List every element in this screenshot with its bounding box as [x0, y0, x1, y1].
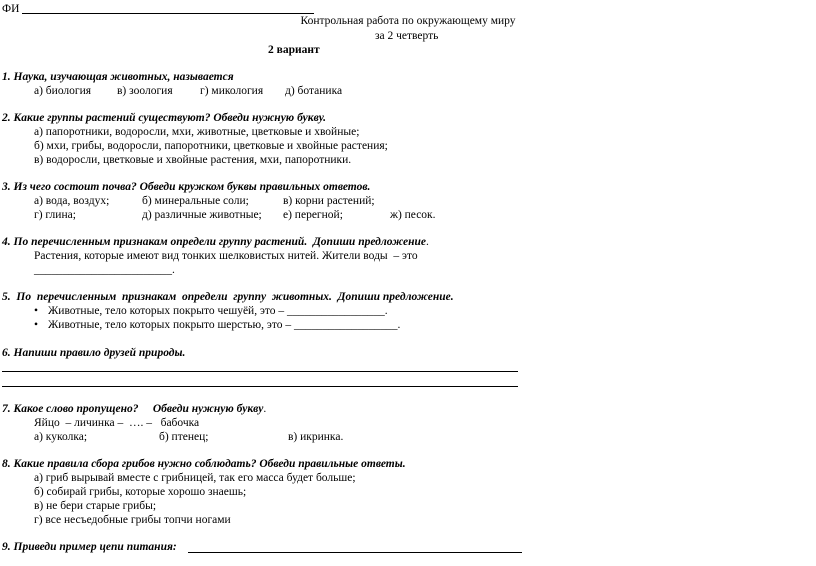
q8-option-g[interactable]: г) все несъедобные грибы топчи ногами	[34, 514, 231, 526]
q3-option-e[interactable]: е) перегной;	[283, 209, 343, 221]
bullet-icon: •	[34, 305, 39, 317]
q3-option-d[interactable]: д) различные животные;	[142, 209, 262, 221]
question-7-end: .	[263, 403, 267, 415]
q1-option-a[interactable]: а) биология	[34, 85, 92, 97]
q8-option-b[interactable]: б) собирай грибы, которые хорошо знаешь;	[34, 486, 247, 498]
page-title: Контрольная работа по окружающему миру	[300, 15, 516, 27]
term-label: за 2 четверть	[375, 30, 439, 42]
question-9: 9. Приведи пример цепи питания:	[2, 541, 177, 553]
question-5: 5. По перечисленным признакам определи группу животных. Допиши предложение.	[2, 291, 454, 303]
q2-option-v[interactable]: в) водоросли, цветковые и хвойные растения, мхи, папоротники.	[34, 154, 352, 166]
q6-answer-line-1[interactable]	[2, 371, 518, 372]
question-4	[2, 235, 429, 249]
q3-option-v[interactable]: в) корни растений;	[283, 195, 375, 207]
question-6: 6. Напиши правило друзей природы.	[2, 347, 186, 359]
question-3: 3. Из чего состоит почва? Обведи кружком буквы правильных ответов.	[2, 181, 371, 193]
q3-option-b[interactable]: б) минеральные соли;	[142, 195, 249, 207]
q1-option-v[interactable]: в) зоология	[117, 85, 173, 97]
q9-answer-line[interactable]	[188, 552, 522, 553]
q8-option-v[interactable]: в) не бери старые грибы;	[34, 500, 157, 512]
q3-option-a[interactable]: а) вода, воздух;	[34, 195, 110, 207]
q4-answer-blank[interactable]: ________________________.	[34, 264, 175, 276]
q4-sentence: Растения, которые имеют вид тонких шелковистых нитей. Жители воды – это	[34, 250, 418, 262]
q5-item-scales	[34, 304, 388, 318]
question-8: 8. Какие правила сбора грибов нужно соблюдать? Обведи правильные ответы.	[2, 458, 406, 470]
name-label: ФИ	[2, 3, 20, 15]
q2-option-a[interactable]: а) папоротники, водоросли, мхи, животные, цветковые и хвойные;	[34, 126, 360, 138]
q7-option-a[interactable]: а) куколка;	[34, 431, 88, 443]
q7-option-v[interactable]: в) икринка.	[288, 431, 344, 443]
q3-option-zh[interactable]: ж) песок.	[390, 209, 436, 221]
question-7-text: 7. Какое слово пропущено? Обведи нужную букву	[2, 403, 264, 415]
q5-item-fur	[34, 318, 400, 332]
q7-chain: Яйцо – личинка – …. – бабочка	[34, 417, 200, 429]
question-4-end: .	[426, 236, 429, 248]
q2-option-b[interactable]: б) мхи, грибы, водоросли, папоротники, цветковые и хвойные растения;	[34, 140, 388, 152]
q6-answer-line-2[interactable]	[2, 386, 518, 387]
q1-option-d[interactable]: д) ботаника	[285, 85, 343, 97]
question-4-text: 4. По перечисленным признакам определи группу растений. Допиши предложение	[2, 236, 427, 248]
q5-item-scales-text[interactable]: Животные, тело которых покрыто чешуёй, это – _________________.	[48, 305, 388, 317]
q3-option-g[interactable]: г) глина;	[34, 209, 76, 221]
q1-option-g[interactable]: г) микология	[200, 85, 264, 97]
q5-item-fur-text[interactable]: Животные, тело которых покрыто шерстью, это – __________________.	[48, 319, 401, 331]
question-1: 1. Наука, изучающая животных, называется	[2, 71, 234, 83]
q8-option-a[interactable]: а) гриб вырывай вместе с грибницей, так его масса будет больше;	[34, 472, 356, 484]
question-2: 2. Какие группы растений существуют? Обведи нужную букву.	[2, 112, 326, 124]
bullet-icon: •	[34, 319, 39, 331]
q7-option-b[interactable]: б) птенец;	[159, 431, 209, 443]
question-7	[2, 402, 266, 416]
variant-label: 2 вариант	[268, 44, 320, 56]
